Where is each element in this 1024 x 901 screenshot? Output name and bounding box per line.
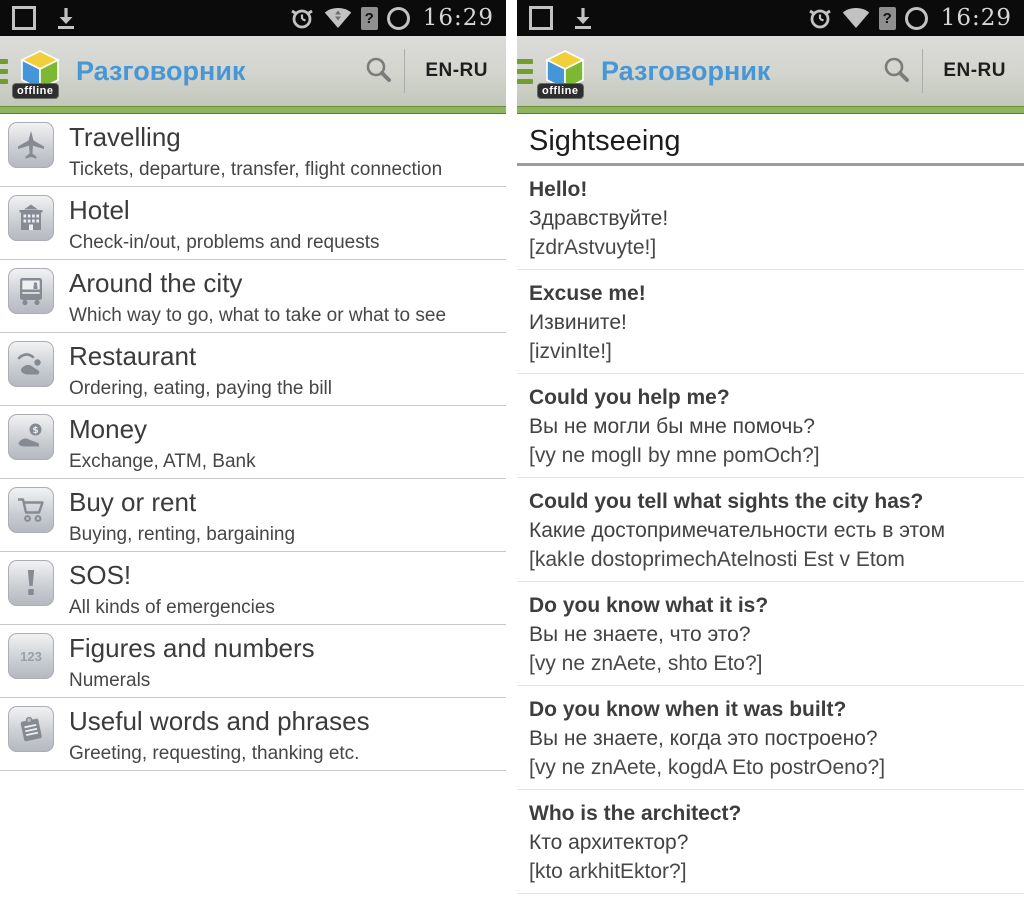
phrase-transcription: [vy ne moglI by mne pomOch?] [529,444,820,467]
category-subtitle: Buying, renting, bargaining [69,524,296,545]
sos-icon [8,560,54,606]
category-item[interactable] [0,406,506,479]
status-right-icons [289,6,410,30]
phrase-item[interactable] [517,374,1024,478]
category-subtitle: Greeting, requesting, thanking etc. [69,743,360,764]
header-divider [404,49,405,93]
notes-icon [8,706,54,752]
status-bar [0,0,506,36]
phrase-russian: Какие достопримечательности есть в этом [529,519,946,542]
numbers-icon [8,633,54,679]
phrase-transcription: [izvinIte!] [529,340,612,363]
hamburger-icon[interactable] [0,59,8,84]
phrase-russian: Вы не могли бы мне помочь? [529,415,815,438]
phrase-transcription: [kto arkhitEktor?] [529,860,687,883]
download-icon [571,6,595,30]
hotel-icon [8,195,54,241]
accent-band [0,106,506,114]
category-title: Buy or rent [69,487,197,517]
status-left-icons [529,6,595,30]
phrase-item[interactable] [517,686,1024,790]
category-title: Useful words and phrases [69,706,370,736]
phrase-english: Could you help me? [529,386,730,409]
app-logo-icon [16,47,64,95]
app-bar [0,36,506,106]
phrase-russian: Извините! [529,311,627,334]
phrase-english: Excuse me! [529,282,646,305]
sim-question-icon: ? [879,7,896,30]
phrase-english: Who is the architect? [529,802,742,825]
category-item[interactable] [0,333,506,406]
wifi-arrows-icon [324,6,352,30]
left-screen [0,0,506,901]
download-icon [54,6,78,30]
offline-badge: offline [537,83,584,99]
category-item[interactable] [0,479,506,552]
phrase-english: Could you tell what sights the city has? [529,490,924,513]
restaurant-icon [8,341,54,387]
status-bar [517,0,1024,36]
app-title: Разговорник [601,55,771,86]
app-logo-icon [541,47,589,95]
money-icon [8,414,54,460]
svg-text:$: $ [32,426,39,436]
category-title: Travelling [69,122,181,152]
category-subtitle: Which way to go, what to take or what to see [69,305,447,326]
sim-question-icon: ? [361,7,378,30]
category-title: Around the city [69,268,243,298]
category-item[interactable] [0,260,506,333]
svg-text:123: 123 [20,649,42,664]
category-item[interactable] [0,698,506,771]
phrase-russian: Вы не знаете, что это? [529,623,751,646]
wifi-icon [842,6,870,30]
category-title: Figures and numbers [69,633,315,663]
recent-apps-icon [12,6,36,30]
phrase-english: Do you know when it was built? [529,698,847,721]
offline-badge: offline [12,83,59,99]
alarm-icon [289,6,315,30]
category-title: Hotel [69,195,130,225]
phrase-item[interactable] [517,166,1024,270]
header-divider [922,49,923,93]
category-subtitle: Ordering, eating, paying the bill [69,378,332,399]
section-title: Sightseeing [529,125,681,157]
section-header [517,114,1024,161]
alarm-icon [807,6,833,30]
category-item[interactable] [0,625,506,698]
category-item[interactable] [0,187,506,260]
app-title: Разговорник [76,55,246,86]
phrase-english: Hello! [529,178,588,201]
plane-icon [8,122,54,168]
phrase-item[interactable] [517,582,1024,686]
language-pair-button[interactable]: EN-RU [425,60,488,81]
category-title: Restaurant [69,341,197,371]
status-right-icons [807,6,928,30]
phrase-list [517,166,1024,894]
hamburger-icon[interactable] [517,59,533,84]
status-time: 16:29 [422,5,494,31]
search-icon[interactable] [356,48,402,94]
category-subtitle: Tickets, departure, transfer, flight connection [69,159,443,180]
phrase-transcription: [vy ne znAete, shto Eto?] [529,652,763,675]
data-circle-icon [387,7,410,30]
phrase-transcription: [vy ne znAete, kogdA Eto postrOeno?] [529,756,886,779]
language-pair-button[interactable]: EN-RU [943,60,1006,81]
category-item[interactable] [0,552,506,625]
category-subtitle: Check-in/out, problems and requests [69,232,380,253]
accent-band [517,106,1024,114]
phrase-english: Do you know what it is? [529,594,769,617]
phrase-item[interactable] [517,270,1024,374]
phrase-russian: Здравствуйте! [529,207,669,230]
category-subtitle: Numerals [69,670,151,691]
phrase-russian: Вы не знаете, когда это построено? [529,727,878,750]
cart-icon [8,487,54,533]
category-list [0,114,506,771]
phrase-item[interactable] [517,478,1024,582]
category-subtitle: Exchange, ATM, Bank [69,451,256,472]
app-bar [517,36,1024,106]
search-icon[interactable] [874,48,920,94]
phrase-russian: Кто архитектор? [529,831,689,854]
category-item[interactable] [0,114,506,187]
phrase-item[interactable] [517,790,1024,894]
category-title: Money [69,414,148,444]
category-title: SOS! [69,560,132,590]
status-left-icons [12,6,78,30]
data-circle-icon [905,7,928,30]
screens-gutter [506,0,517,901]
right-screen [517,0,1024,901]
status-time: 16:29 [940,5,1012,31]
phrase-transcription: [zdrAstvuyte!] [529,236,657,259]
phrase-transcription: [kakIe dostoprimechAtelnosti Est v Etom [529,548,905,571]
recent-apps-icon [529,6,553,30]
category-subtitle: All kinds of emergencies [69,597,275,618]
bus-icon [8,268,54,314]
